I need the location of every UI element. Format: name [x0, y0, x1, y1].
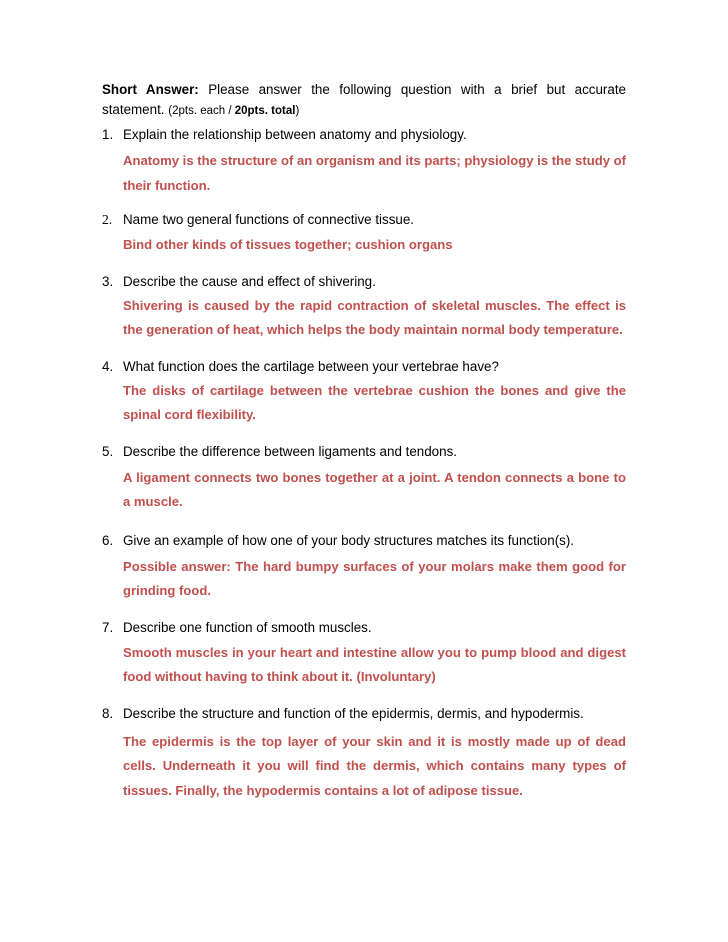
question-line [102, 125, 626, 145]
question-item [102, 357, 626, 428]
question-text: Name two general functions of connective tissue. [123, 212, 415, 227]
question-item [102, 531, 626, 604]
question-text: Explain the relationship between anatomy and physiology. [123, 127, 467, 142]
question-number: 7. [102, 619, 114, 635]
question-list [102, 125, 626, 803]
worksheet-page [102, 80, 626, 803]
question-text: Describe the cause and effect of shivering. [123, 273, 376, 289]
answer-text: Anatomy is the structure of an organism and its parts; physiology is the study of their function. [123, 153, 626, 193]
instructions [102, 80, 626, 121]
answer-text: Smooth muscles in your heart and intestine allow you to pump blood and digest food without having to think about it. (Involuntary) [123, 644, 626, 684]
question-text: Describe the structure and function of the epidermis, dermis, and hypodermis. [123, 705, 584, 721]
answer-text: Possible answer: The hard bumpy surfaces of your molars make them good for grinding food. [123, 558, 626, 598]
question-number: 6. [102, 532, 114, 548]
question-number: 4. [102, 358, 114, 374]
question-line [102, 210, 626, 230]
question-text: Give an example of how one of your body structures matches its function(s). [123, 532, 575, 548]
answer-text: The epidermis is the top layer of your skin and it is mostly made up of dead cells. Underneath it you will find the dermis, which contains many types of tissues. Finally, the hypodermis contains a lot of adipose tissue. [123, 733, 626, 798]
points-total: 20pts. total [234, 105, 296, 117]
question-item [102, 125, 626, 198]
question-item [102, 704, 626, 804]
question-number: 8. [102, 705, 114, 721]
question-text: What function does the cartilage between your vertebrae have? [123, 358, 499, 374]
answer-text: A ligament connects two bones together at a joint. A tendon connects a bone to a muscle. [123, 469, 626, 509]
question-line [102, 618, 626, 638]
question-line [102, 357, 626, 377]
answer-text: Shivering is caused by the rapid contraction of skeletal muscles. The effect is the generation of heat, which helps the body maintain normal body temperature. [123, 297, 626, 337]
instructions-text: Please answer the following question with a brief but accurate statement. [102, 82, 626, 117]
question-item [102, 272, 626, 343]
question-item [102, 442, 626, 515]
question-item [102, 618, 626, 690]
question-line [102, 531, 626, 551]
question-text: Describe one function of smooth muscles. [123, 619, 372, 635]
question-line [102, 272, 626, 292]
question-line [102, 442, 626, 462]
answer-text: Bind other kinds of tissues together; cushion organs [123, 237, 453, 252]
question-text: Describe the difference between ligaments and tendons. [123, 443, 457, 459]
question-item [102, 210, 626, 258]
points-note-close: ) [295, 105, 300, 117]
question-line [102, 704, 626, 724]
answer-text: The disks of cartilage between the vertebrae cushion the bones and give the spinal cord flexibility. [123, 382, 626, 422]
instructions-heading: Short Answer: [102, 82, 199, 97]
question-number: 1. [102, 127, 114, 142]
points-note-open: (2pts. each / [168, 105, 235, 117]
question-number: 5. [102, 443, 114, 459]
question-number: 2. [102, 212, 113, 227]
question-number: 3. [102, 273, 114, 289]
